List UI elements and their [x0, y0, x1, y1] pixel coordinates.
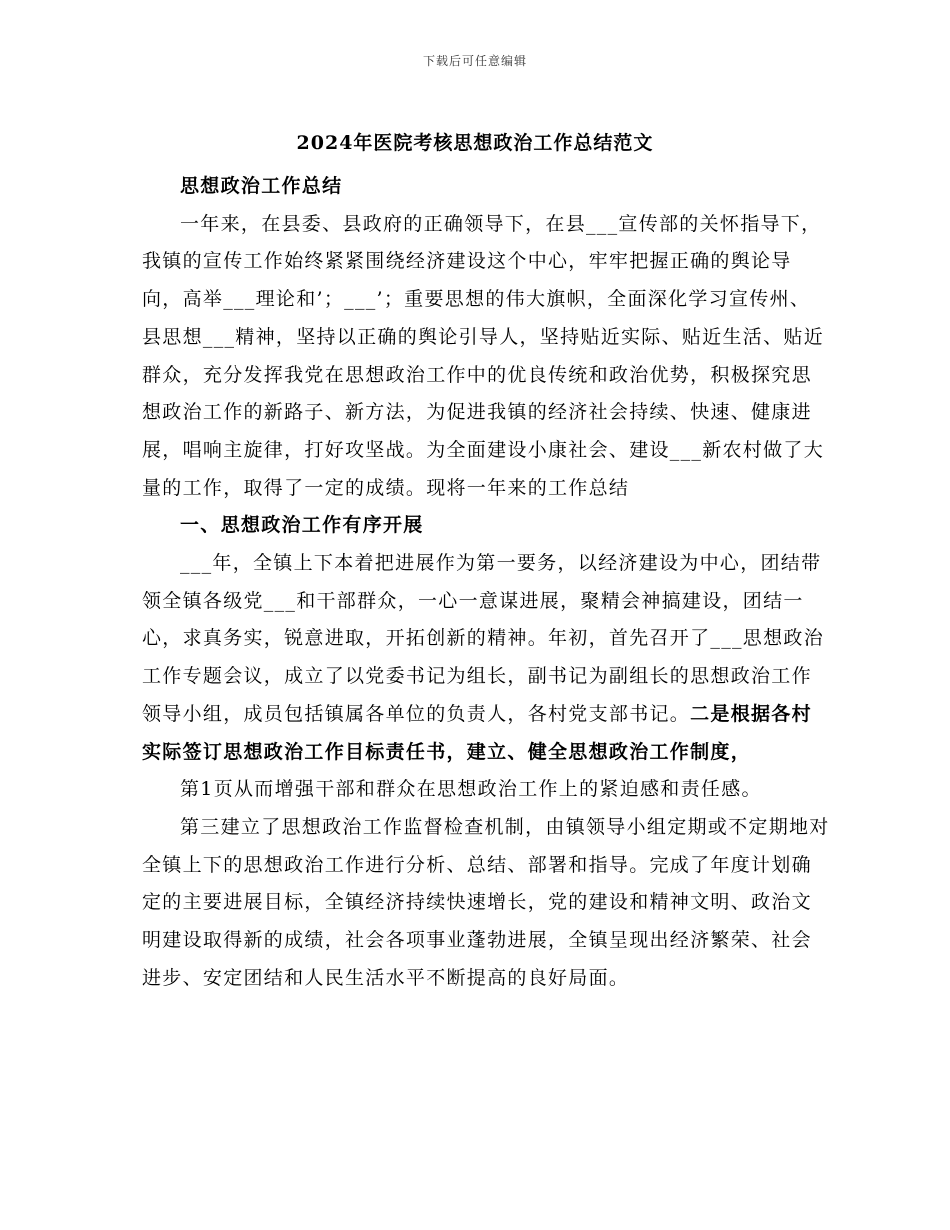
section-heading-1: 一、思想政治工作有序开展 [180, 514, 424, 537]
paragraph-section1 [142, 545, 830, 771]
paragraph-intro: 一年来，在县委、县政府的正确领导下，在县___宣传部的关怀指导下，我镇的宣传工作始终紧紧围绕经济建设这个中心，牢牢把握正确的舆论导向，高举___理论和’；___’；重要思想的伟大旗帜，全面深化学习宣传州、县思想___精神，坚持以正确的舆论引导人，坚持贴近实际、贴近生活、贴近群众，充分发挥我党在思想政治工作中的优良传统和政治优势，积极探究思想政治工作的新路子、新方法，为促进我镇的经济社会持续、快速、健康进展，唱响主旋律，打好攻坚战。为全面建设小康社会、建设___新农村做了大量的工作，取得了一定的成绩。现将一年来的工作总结 [142, 212, 825, 499]
paragraph-section1-text: ___年，全镇上下本着把进展作为第一要务，以经济建设为中心，团结带领全镇各级党___和干部群众，一心一意谋进展，聚精会神搞建设，团结一心，求真务实，锐意进取，开拓创新的精神。年初，首先召开了___思想政治工作专题会议，成立了以党委书记为组长，副书记为副组长的思想政治工作领导小组，成员包括镇属各单位的负责人，各村党支部书记。 [142, 552, 825, 725]
page-header-note: 下载后可任意编辑 [422, 54, 527, 68]
document-subtitle: 思想政治工作总结 [180, 175, 343, 197]
document-body [142, 168, 830, 997]
paragraph-section1-bold-text: 二是根据各村实际签订思想政治工作目标责任书，建立、健全思想政治工作制度， [142, 702, 812, 763]
paragraph-supervision: 第三建立了思想政治工作监督检查机制，由镇领导小组定期或不定期地对全镇上下的思想政治工作进行分析、总结、部署和指导。完成了年度计划确定的主要进展目标，全镇经济持续快速增长，党的建设和精神文明、政治文明建设取得新的成绩，社会各项事业蓬勃进展，全镇呈现出经济繁荣、社会进步、安定团结和人民生活水平不断提高的良好局面。 [142, 815, 830, 989]
paragraph-page-continuation: 第1页从而增强干部和群众在思想政治工作上的紧迫感和责任感。 [180, 778, 762, 801]
document-title: 2024年医院考核思想政治工作总结范文 [296, 132, 654, 154]
